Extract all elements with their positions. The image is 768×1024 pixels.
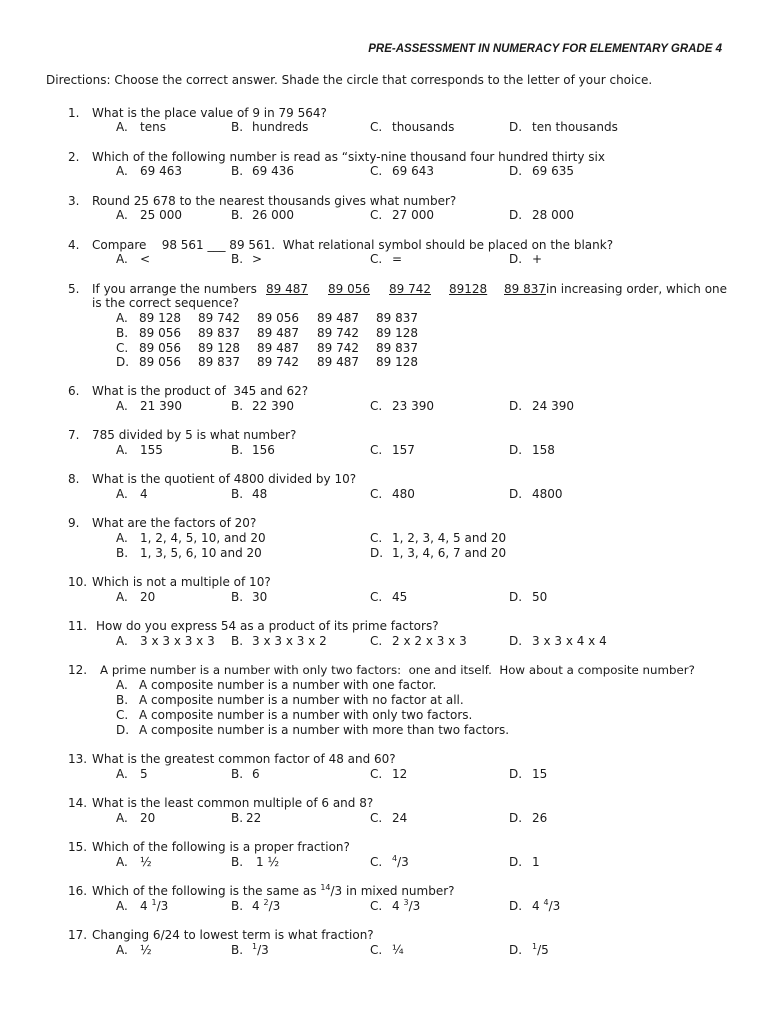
choice-c[interactable]: ¼: [392, 943, 404, 957]
choice-value: 89 837: [198, 355, 240, 369]
choice-c-letter[interactable]: C.: [370, 634, 383, 648]
choice-d[interactable]: 50: [532, 590, 548, 604]
choice-c[interactable]: 69 643: [392, 164, 434, 178]
question-text: [92, 884, 455, 898]
directions: Directions: Choose the correct answer. Shade the circle that corresponds to the letter of your choice.: [46, 73, 653, 87]
choice-letter[interactable]: D.: [116, 355, 130, 369]
choice-c-letter[interactable]: C.: [370, 208, 383, 222]
choice-b[interactable]: hundreds: [252, 120, 309, 134]
choice-d-letter[interactable]: D.: [509, 634, 523, 648]
question-text: What is the quotient of 4800 divided by 10?: [92, 472, 357, 486]
choice-a-letter[interactable]: A.: [116, 164, 128, 178]
choice-b-letter[interactable]: B.: [116, 546, 129, 560]
choice-d-letter[interactable]: D.: [509, 120, 523, 134]
choice-c-letter[interactable]: C.: [370, 811, 383, 825]
choice-a[interactable]: 5: [140, 767, 148, 781]
choice-a-letter[interactable]: A.: [116, 252, 128, 266]
choice-c-letter[interactable]: C.: [370, 399, 383, 413]
choice-d[interactable]: 1: [532, 855, 540, 869]
choice-b-letter[interactable]: B.: [231, 634, 244, 648]
whole-number: 4: [252, 899, 260, 913]
choice-c[interactable]: 480: [392, 487, 415, 501]
choice-c[interactable]: [392, 899, 420, 913]
choice-b-letter[interactable]: B.: [116, 693, 129, 707]
choice-value: 89 056: [139, 341, 181, 355]
question-number: 3.: [68, 194, 80, 208]
choice-a-letter[interactable]: A.: [116, 855, 128, 869]
choice-b[interactable]: [252, 899, 280, 913]
question-number: 17.: [68, 928, 88, 942]
choice-b-letter[interactable]: B.: [231, 855, 244, 869]
choice-b[interactable]: 1 ½: [256, 855, 280, 869]
choice-c[interactable]: thousands: [392, 120, 455, 134]
choice-value: 89 128: [198, 341, 240, 355]
choice-value: 89 742: [198, 311, 240, 325]
choice-d[interactable]: 69 635: [532, 164, 574, 178]
choice-d-letter[interactable]: D.: [509, 399, 523, 413]
fraction-numerator: 14: [320, 883, 331, 892]
choice-b[interactable]: 6: [252, 767, 260, 781]
choice-a[interactable]: 1, 2, 4, 5, 10, and 20: [140, 531, 266, 545]
choice-d[interactable]: [532, 943, 549, 957]
choice-a-letter[interactable]: A.: [116, 487, 128, 501]
question-number: 10.: [68, 575, 88, 589]
question-text-line2: is the correct sequence?: [92, 296, 239, 310]
question-number: 4.: [68, 238, 80, 252]
choice-b-letter[interactable]: B.: [231, 120, 244, 134]
choice-b-letter[interactable]: B.: [231, 208, 244, 222]
whole-number: 4: [532, 899, 540, 913]
choice-a-letter[interactable]: A.: [116, 590, 128, 604]
fraction-denominator: /5: [537, 943, 549, 957]
choice-d[interactable]: 15: [532, 767, 548, 781]
question-number: 5.: [68, 282, 80, 296]
question-text: What is the place value of 9 in 79 564?: [92, 106, 327, 120]
fraction-numerator: 2: [263, 898, 269, 907]
choice-letter[interactable]: A.: [116, 311, 128, 325]
choice-c-letter[interactable]: C.: [370, 120, 383, 134]
choice-b-letter[interactable]: B.: [231, 899, 244, 913]
choice-d-letter[interactable]: D.: [509, 767, 523, 781]
sequence-number: 89 742: [389, 282, 431, 296]
choice-a[interactable]: A composite number is a number with one factor.: [139, 678, 437, 692]
choice-value: 89 056: [139, 355, 181, 369]
choice-a-letter[interactable]: A.: [116, 531, 128, 545]
fraction-numerator: 3: [403, 898, 409, 907]
choice-b[interactable]: 48: [252, 487, 268, 501]
question-number: 13.: [68, 752, 88, 766]
fraction-numerator: 4: [392, 854, 398, 863]
sequence-number: 89128: [449, 282, 488, 296]
choice-d-letter[interactable]: D.: [509, 164, 523, 178]
choice-c[interactable]: 45: [392, 590, 408, 604]
choice-c-letter[interactable]: C.: [370, 443, 383, 457]
choice-d[interactable]: 28 000: [532, 208, 574, 222]
choice-c[interactable]: 24: [392, 811, 408, 825]
question-text: Changing 6/24 to lowest term is what fraction?: [92, 928, 374, 942]
choice-c[interactable]: [392, 855, 409, 869]
fraction-denominator: /3: [548, 899, 561, 913]
choice-a-letter[interactable]: A.: [116, 120, 128, 134]
choice-a-letter[interactable]: A.: [116, 943, 128, 957]
choice-a-letter[interactable]: A.: [116, 811, 128, 825]
choice-a[interactable]: ½: [140, 855, 152, 869]
choice-c-letter[interactable]: C.: [370, 899, 383, 913]
choice-b-letter[interactable]: B.: [231, 164, 244, 178]
choice-c-letter[interactable]: C.: [370, 531, 383, 545]
choice-c-letter[interactable]: C.: [370, 767, 383, 781]
choice-c-letter[interactable]: C.: [370, 855, 383, 869]
fraction-denominator: /3: [268, 899, 281, 913]
choice-value: 89 487: [257, 326, 299, 340]
choice-d-letter[interactable]: D.: [509, 208, 523, 222]
choice-a-letter[interactable]: A.: [116, 208, 128, 222]
question-text-start: Which of the following is the same as: [92, 884, 317, 898]
choice-a[interactable]: 21 390: [140, 399, 182, 413]
choice-b[interactable]: 22 390: [252, 399, 294, 413]
choice-b-letter[interactable]: B.: [231, 590, 244, 604]
choice-d-letter[interactable]: D.: [509, 590, 523, 604]
choice-a-letter[interactable]: A.: [116, 399, 128, 413]
choice-value: 89 742: [257, 355, 299, 369]
choice-letter[interactable]: C.: [116, 341, 129, 355]
choice-b-letter[interactable]: B.: [231, 443, 244, 457]
choice-d-letter[interactable]: D.: [370, 546, 384, 560]
choice-c[interactable]: A composite number is a number with only two factors.: [139, 708, 473, 722]
question-text-end: /3 in mixed number?: [330, 884, 455, 898]
question-number: 14.: [68, 796, 88, 810]
choice-value: 89 128: [139, 311, 181, 325]
choice-b[interactable]: 3 x 3 x 3 x 2: [252, 634, 327, 648]
choice-c[interactable]: 27 000: [392, 208, 434, 222]
choice-a-letter[interactable]: A.: [116, 634, 128, 648]
choice-c-letter[interactable]: C.: [370, 590, 383, 604]
choice-d-letter[interactable]: D.: [509, 252, 523, 266]
choice-b-letter[interactable]: B.: [231, 767, 244, 781]
question-number: 6.: [68, 384, 80, 398]
whole-number: 4: [392, 899, 400, 913]
choice-c[interactable]: 1, 2, 3, 4, 5 and 20: [392, 531, 507, 545]
choice-b[interactable]: A composite number is a number with no factor at all.: [139, 693, 464, 707]
choice-b-letter[interactable]: B.: [231, 252, 244, 266]
question-number: 16.: [68, 884, 88, 898]
question-text: Compare 98 561 ___ 89 561. What relational symbol should be placed on the blank?: [92, 238, 614, 252]
choice-d[interactable]: 1, 3, 4, 6, 7 and 20: [392, 546, 507, 560]
question-text: 785 divided by 5 is what number?: [92, 428, 297, 442]
choice-b[interactable]: [252, 943, 269, 957]
fraction-denominator: /3: [408, 899, 421, 913]
choice-value: 89 837: [376, 311, 418, 325]
question-number: 9.: [68, 516, 80, 530]
choice-a[interactable]: 3 x 3 x 3 x 3: [140, 634, 215, 648]
whole-number: 4: [140, 899, 148, 913]
question-number: 11.: [68, 619, 88, 633]
choice-a[interactable]: [140, 899, 168, 913]
question-text: What is the least common multiple of 6 and 8?: [92, 796, 374, 810]
choice-d-letter[interactable]: D.: [509, 443, 523, 457]
choice-c-letter[interactable]: C.: [116, 708, 129, 722]
choice-b[interactable]: 156: [252, 443, 275, 457]
choice-b[interactable]: 22: [246, 811, 262, 825]
choice-b[interactable]: 26 000: [252, 208, 294, 222]
choice-c[interactable]: 2 x 2 x 3 x 3: [392, 634, 467, 648]
question-text: If you arrange the numbers: [92, 282, 257, 296]
question-text: What are the factors of 20?: [92, 516, 257, 530]
choice-d-letter[interactable]: D.: [509, 487, 523, 501]
choice-value: 89 487: [257, 341, 299, 355]
fraction-denominator: /3: [397, 855, 409, 869]
choice-a[interactable]: 4: [140, 487, 148, 501]
fraction-numerator: 4: [543, 898, 549, 907]
choice-b[interactable]: 30: [252, 590, 268, 604]
choice-letter[interactable]: B.: [116, 326, 129, 340]
question-text: Which of the following number is read as “sixty-nine thousand four hundred thirty six: [92, 150, 605, 164]
choice-a[interactable]: 25 000: [140, 208, 182, 222]
choice-value: 89 056: [257, 311, 299, 325]
sequence-number: 89 056: [328, 282, 370, 296]
choice-a-letter[interactable]: A.: [116, 899, 128, 913]
choice-c[interactable]: 23 390: [392, 399, 434, 413]
question-text-end: in increasing order, which one: [546, 282, 728, 296]
choice-value: 89 487: [317, 355, 359, 369]
choice-d[interactable]: ten thousands: [532, 120, 618, 134]
choice-a[interactable]: 20: [140, 590, 156, 604]
choice-a[interactable]: ½: [140, 943, 152, 957]
fraction-denominator: /3: [156, 899, 169, 913]
question-text: Which of the following is a proper fraction?: [92, 840, 350, 854]
choice-c[interactable]: =: [392, 252, 403, 266]
choice-d[interactable]: 3 x 3 x 4 x 4: [532, 634, 607, 648]
choice-value: 89 742: [317, 341, 359, 355]
choice-d[interactable]: +: [532, 252, 543, 266]
question-number: 2.: [68, 150, 80, 164]
choice-value: 89 742: [317, 326, 359, 340]
choice-d[interactable]: 24 390: [532, 399, 574, 413]
choice-a[interactable]: tens: [140, 120, 166, 134]
sequence-number: 89 487: [266, 282, 308, 296]
choice-c-letter[interactable]: C.: [370, 487, 383, 501]
choice-d-letter[interactable]: D.: [509, 811, 523, 825]
question-text: Round 25 678 to the nearest thousands gives what number?: [92, 194, 457, 208]
question-number: 8.: [68, 472, 80, 486]
question-text: Which is not a multiple of 10?: [92, 575, 271, 589]
sequence-number: 89 837: [504, 282, 546, 296]
choice-d-letter[interactable]: D.: [509, 943, 523, 957]
fraction-numerator: 1: [151, 898, 157, 907]
choice-a-letter[interactable]: A.: [116, 678, 128, 692]
question-number: 12.: [68, 663, 88, 677]
choice-c-letter[interactable]: C.: [370, 164, 383, 178]
choice-value: 89 128: [376, 355, 418, 369]
choice-c[interactable]: 12: [392, 767, 408, 781]
question-text: What is the product of 345 and 62?: [92, 384, 309, 398]
choice-d[interactable]: 26: [532, 811, 548, 825]
choice-b[interactable]: 1, 3, 5, 6, 10 and 20: [140, 546, 262, 560]
question-number: 15.: [68, 840, 88, 854]
question-text: A prime number is a number with only two factors: one and itself. How about a composite number?: [100, 663, 695, 677]
choice-d[interactable]: A composite number is a number with more than two factors.: [139, 723, 510, 737]
choice-d[interactable]: 4800: [532, 487, 563, 501]
choice-d-letter[interactable]: D.: [509, 899, 523, 913]
fraction-numerator: 1: [252, 942, 258, 951]
choice-value: 89 128: [376, 326, 418, 340]
choice-a-letter[interactable]: A.: [116, 443, 128, 457]
choice-c-letter[interactable]: C.: [370, 943, 383, 957]
question-number: 7.: [68, 428, 80, 442]
choice-b-letter[interactable]: B.: [231, 943, 244, 957]
choice-value: 89 487: [317, 311, 359, 325]
choice-d-letter[interactable]: D.: [509, 855, 523, 869]
choice-a[interactable]: 20: [140, 811, 156, 825]
choice-c[interactable]: 157: [392, 443, 415, 457]
choice-b-letter[interactable]: B.: [231, 487, 244, 501]
question-number: 1.: [68, 106, 80, 120]
choice-c-letter[interactable]: C.: [370, 252, 383, 266]
choice-value: 89 056: [139, 326, 181, 340]
question-text: What is the greatest common factor of 48 and 60?: [92, 752, 396, 766]
choice-d[interactable]: [532, 899, 560, 913]
question-text: How do you express 54 as a product of its prime factors?: [96, 619, 439, 633]
choice-b[interactable]: 69 436: [252, 164, 294, 178]
fraction-numerator: 1: [532, 942, 538, 951]
fraction-denominator: /3: [257, 943, 269, 957]
choice-b[interactable]: >: [252, 252, 263, 266]
choice-b-letter[interactable]: B.: [231, 811, 244, 825]
choice-value: 89 837: [198, 326, 240, 340]
choice-value: 89 837: [376, 341, 418, 355]
page-header: PRE-ASSESSMENT IN NUMERACY FOR ELEMENTARY GRADE 4: [368, 43, 722, 55]
choice-d-letter[interactable]: D.: [116, 723, 130, 737]
choice-a-letter[interactable]: A.: [116, 767, 128, 781]
choice-a[interactable]: <: [140, 252, 151, 266]
choice-d[interactable]: 158: [532, 443, 555, 457]
choice-b-letter[interactable]: B.: [231, 399, 244, 413]
choice-a[interactable]: 69 463: [140, 164, 182, 178]
choice-a[interactable]: 155: [140, 443, 163, 457]
